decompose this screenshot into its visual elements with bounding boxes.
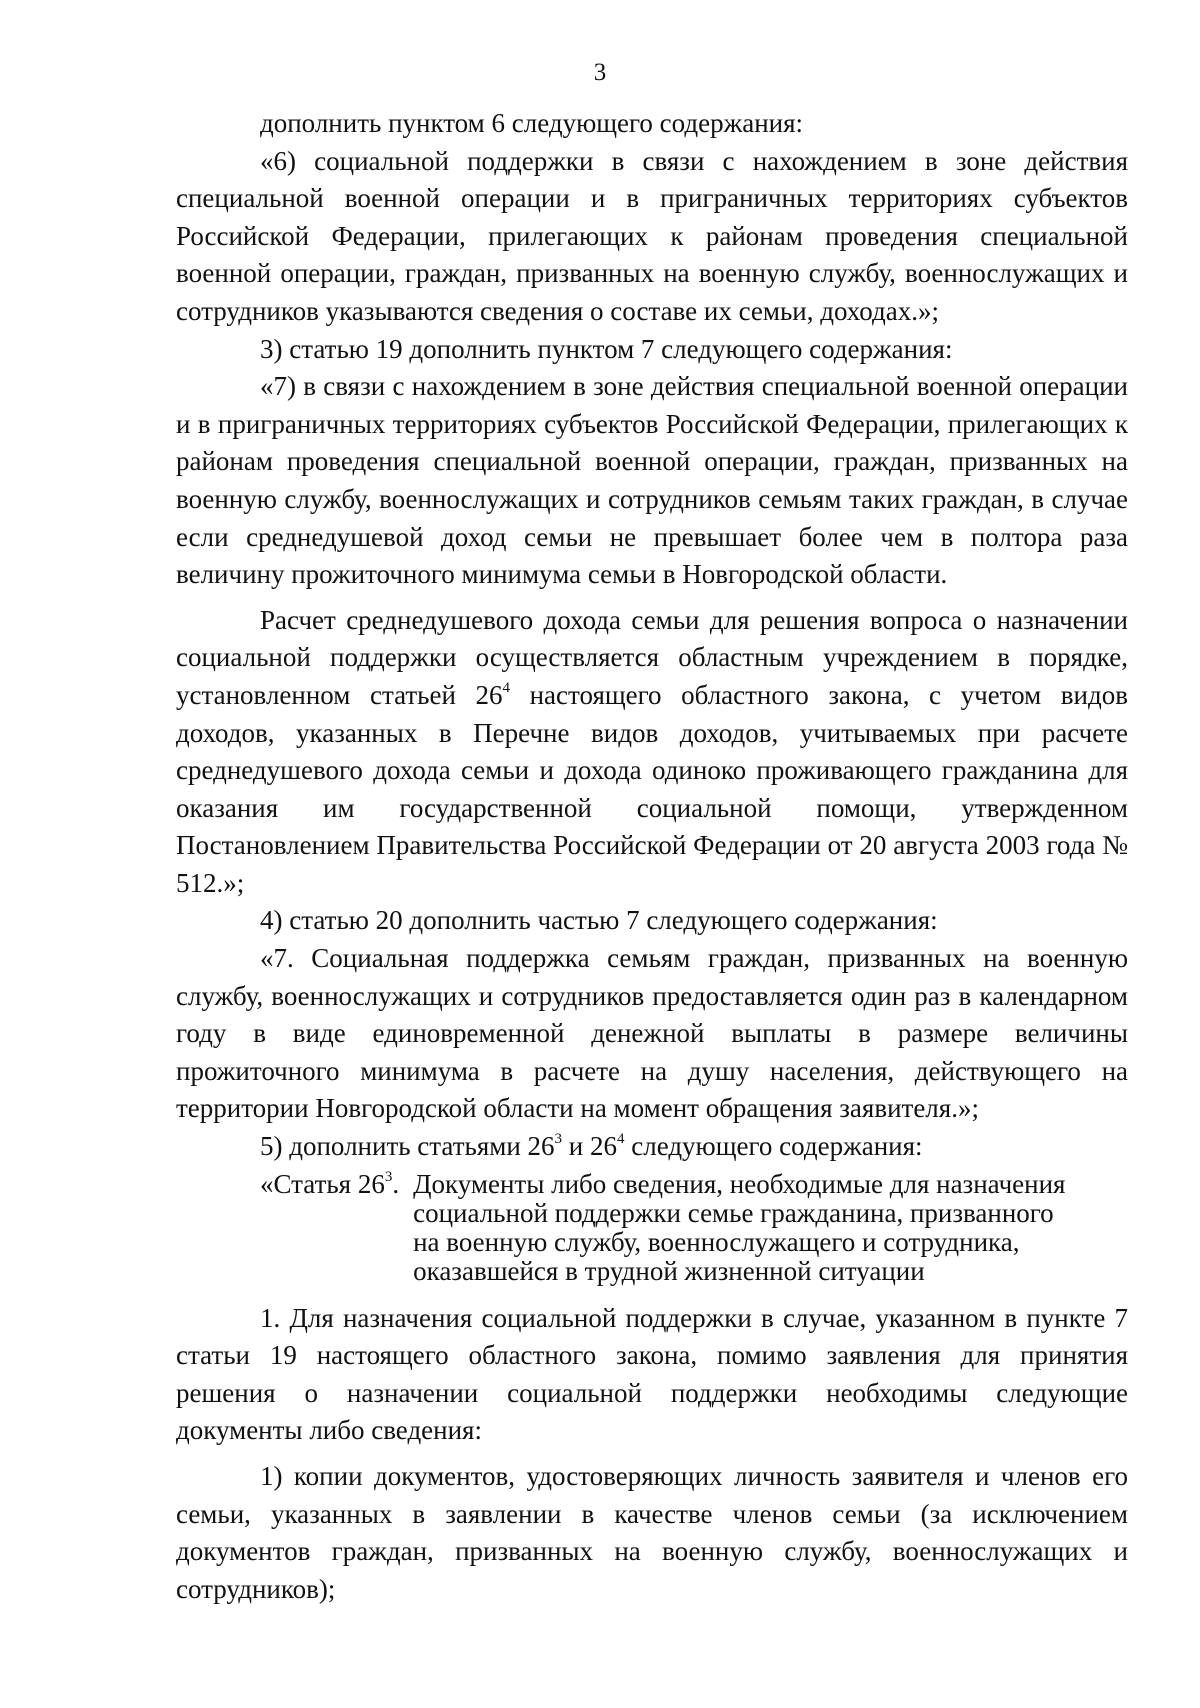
paragraph-part-7: «7. Социальная поддержка семьям граждан, призванных на военную службу, военнослужащих и сотрудников предоставляется один раз в календарном году в виде единовременной денежной выплаты в размере величины прожиточного минимума в расчете на душу населения, действующего на территории Новгородской области на момент обращения заявителя.»; [176, 943, 1128, 1124]
document-body [176, 105, 1128, 1608]
paragraph-item-5: 5) дополнить статьями $26^3$ и $26^4$ следующего содержания: [260, 1131, 923, 1162]
article-title [413, 1168, 1128, 1286]
paragraph-item-4: 4) статью 20 дополнить частью 7 следующего содержания: [260, 905, 938, 936]
article-title-line: на военную службу, военнослужащего и сотрудника, [413, 1226, 1020, 1257]
calc-superscript: 4 [502, 679, 510, 696]
paragraph-subclause-1: 1) копии документов, удостоверяющих личность заявителя и членов его семьи, указанных в заявлении в качестве членов семьи (за исключением документов граждан, призванных на военную службу, военнослужащих и сотрудников); [176, 1461, 1128, 1604]
paragraph-point-6: «6) социальной поддержки в связи с нахождением в зоне действия специальной военной операции и в приграничных территориях субъектов Российской Федерации, прилегающих к районам проведения специальной военной операции, граждан, призванных на военную службу, военнослужащих и сотрудников указываются сведения о составе их семьи, доходах.»; [176, 145, 1128, 326]
paragraph-intro: дополнить пунктом 6 следующего содержания: [260, 108, 804, 138]
article-label: «Статья $26^3$. [260, 1168, 400, 1199]
calc-text-start: Расчет среднедушевого дохода семьи для решения вопроса о назначении социальной поддержки осуществляется областным учреждением в порядке, установленном статьей 26 [176, 604, 1128, 710]
article-heading [260, 1168, 1128, 1286]
page-number: 3 [593, 59, 607, 86]
calc-text-end: настоящего областного закона, с учетом видов доходов, указанных в Перечне видов доходов, учитываемых при расчете среднедушевого дохода семьи и дохода одиноко проживающего гражданина для оказания им государственной социальной помощи, утвержденном Постановлением Правительства Российской Федерации от 20 августа 2003 года № 512.»; [176, 679, 1128, 898]
paragraph-item-3: 3) статью 19 дополнить пунктом 7 следующего содержания: [260, 333, 953, 364]
paragraph-point-7: «7) в связи с нахождением в зоне действия специальной военной операции и в приграничных территориях субъектов Российской Федерации, прилегающих к районам проведения специальной военной операции, граждан, призванных на военную службу, военнослужащих и сотрудников семьям таких граждан, в случае если среднедушевой доход семьи не превышает более чем в полтора раза величину прожиточного минимума семьи в Новгородской области. [176, 371, 1128, 590]
article-title-line: оказавшейся в трудной жизненной ситуации [413, 1255, 925, 1286]
article-title-line: Документы либо сведения, необходимые для назначения [413, 1168, 1066, 1199]
paragraph-income-calculation [176, 602, 1128, 903]
paragraph-clause-1: 1. Для назначения социальной поддержки в случае, указанном в пункте 7 статьи 19 настоящего областного закона, помимо заявления для принятия решения о назначении социальной поддержки необходимы следующие документы либо сведения: [176, 1302, 1128, 1446]
article-title-line: социальной поддержки семье гражданина, призванного [413, 1197, 1054, 1228]
